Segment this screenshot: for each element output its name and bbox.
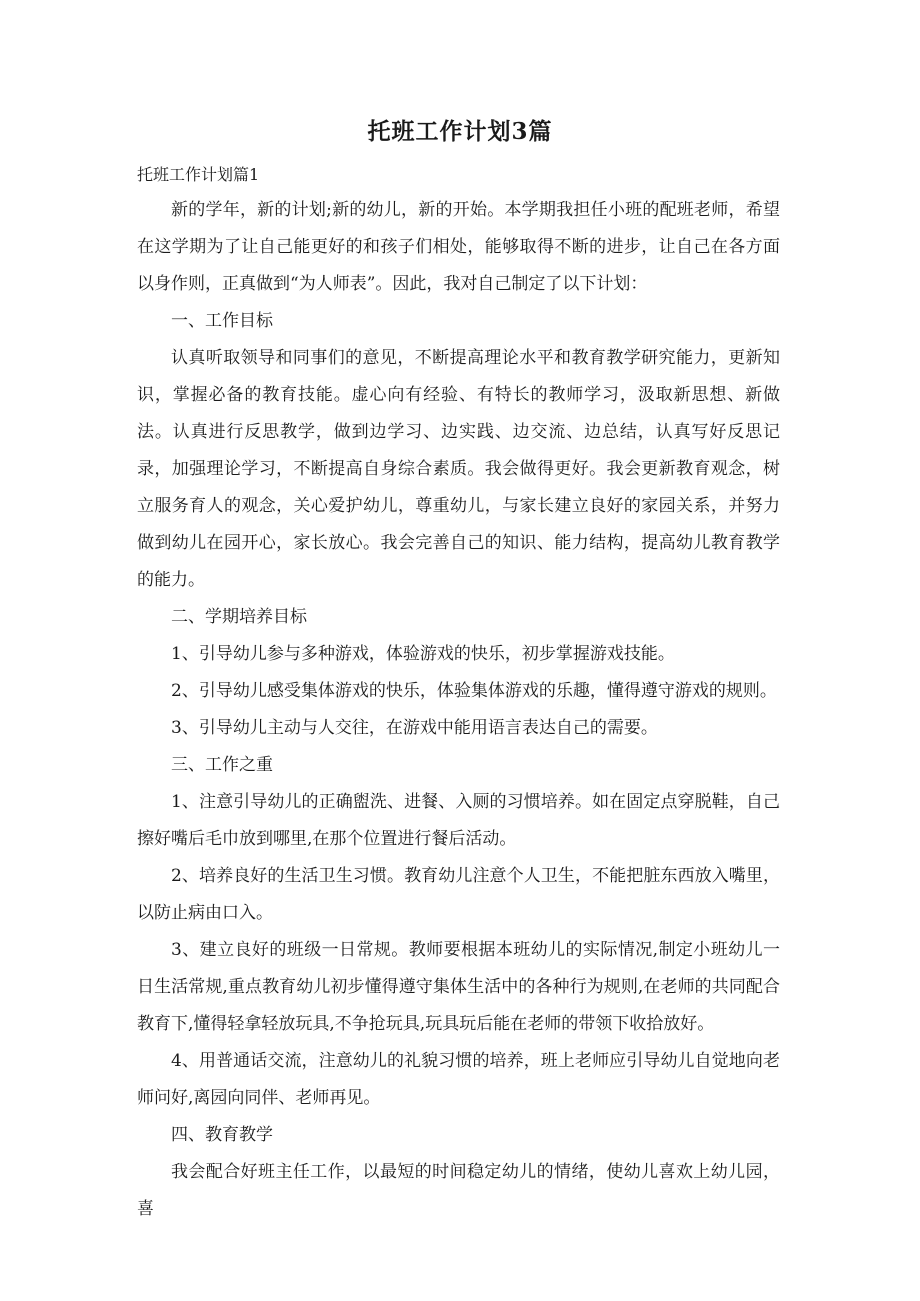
training-goal-item: 2、引导幼儿感受集体游戏的快乐，体验集体游戏的乐趣，懂得遵守游戏的规则。 — [171, 681, 777, 701]
section-heading-work-focus: 三、工作之重 — [171, 755, 273, 775]
section-heading-work-goals: 一、工作目标 — [171, 311, 273, 331]
section-heading-teaching: 四、教育教学 — [171, 1125, 273, 1145]
work-focus-item: 4、用普通话交流，注意幼儿的礼貌习惯的培养，班上老师应引导幼儿自觉地向老师问好,离园向同伴、老师再见。 — [137, 1051, 780, 1108]
document-body — [137, 192, 780, 1228]
teaching-paragraph: 我会配合好班主任工作，以最短的时间稳定幼儿的情绪，使幼儿喜欢上幼儿园，喜 — [137, 1162, 780, 1219]
section-heading-training-goals: 二、学期培养目标 — [171, 607, 307, 627]
intro-paragraph: 新的学年，新的计划;新的幼儿，新的开始。本学期我担任小班的配班老师，希望在这学期为了让自己能更好的和孩子们相处，能够取得不断的进步，让自己在各方面以身作则，正真做到“为人师表”。因此，我对自己制定了以下计划： — [137, 200, 780, 294]
work-focus-item: 3、建立良好的班级一日常规。教师要根据本班幼儿的实际情况,制定小班幼儿一日生活常规,重点教育幼儿初步懂得遵守集体生活中的各种行为规则,在老师的共同配合教育下,懂得轻拿轻放玩具,不争抢玩具,玩具玩后能在老师的带领下收拾放好。 — [137, 940, 780, 1034]
work-focus-item: 1、注意引导幼儿的正确盥洗、进餐、入厕的习惯培养。如在固定点穿脱鞋，自己擦好嘴后毛巾放到哪里,在那个位置进行餐后活动。 — [137, 792, 780, 849]
training-goal-item: 1、引导幼儿参与多种游戏，体验游戏的快乐，初步掌握游戏技能。 — [171, 644, 675, 664]
work-goals-paragraph: 认真听取领导和同事们的意见，不断提高理论水平和教育教学研究能力，更新知识，掌握必备的教育技能。虚心向有经验、有特长的教师学习，汲取新思想、新做法。认真进行反思教学，做到边学习、边实践、边交流、边总结，认真写好反思记录，加强理论学习，不断提高自身综合素质。我会做得更好。我会更新教育观念，树立服务育人的观念，关心爱护幼儿，尊重幼儿，与家长建立良好的家园关系，并努力做到幼儿在园开心，家长放心。我会完善自己的知识、能力结构，提高幼儿教育教学的能力。 — [137, 348, 780, 590]
work-focus-item: 2、培养良好的生活卫生习惯。教育幼儿注意个人卫生，不能把脏东西放入嘴里，以防止病由口入。 — [137, 866, 780, 923]
document-title: 托班工作计划3篇 — [367, 118, 553, 145]
training-goal-item: 3、引导幼儿主动与人交往，在游戏中能用语言表达自己的需要。 — [171, 718, 658, 738]
document-subtitle: 托班工作计划篇1 — [137, 165, 260, 184]
